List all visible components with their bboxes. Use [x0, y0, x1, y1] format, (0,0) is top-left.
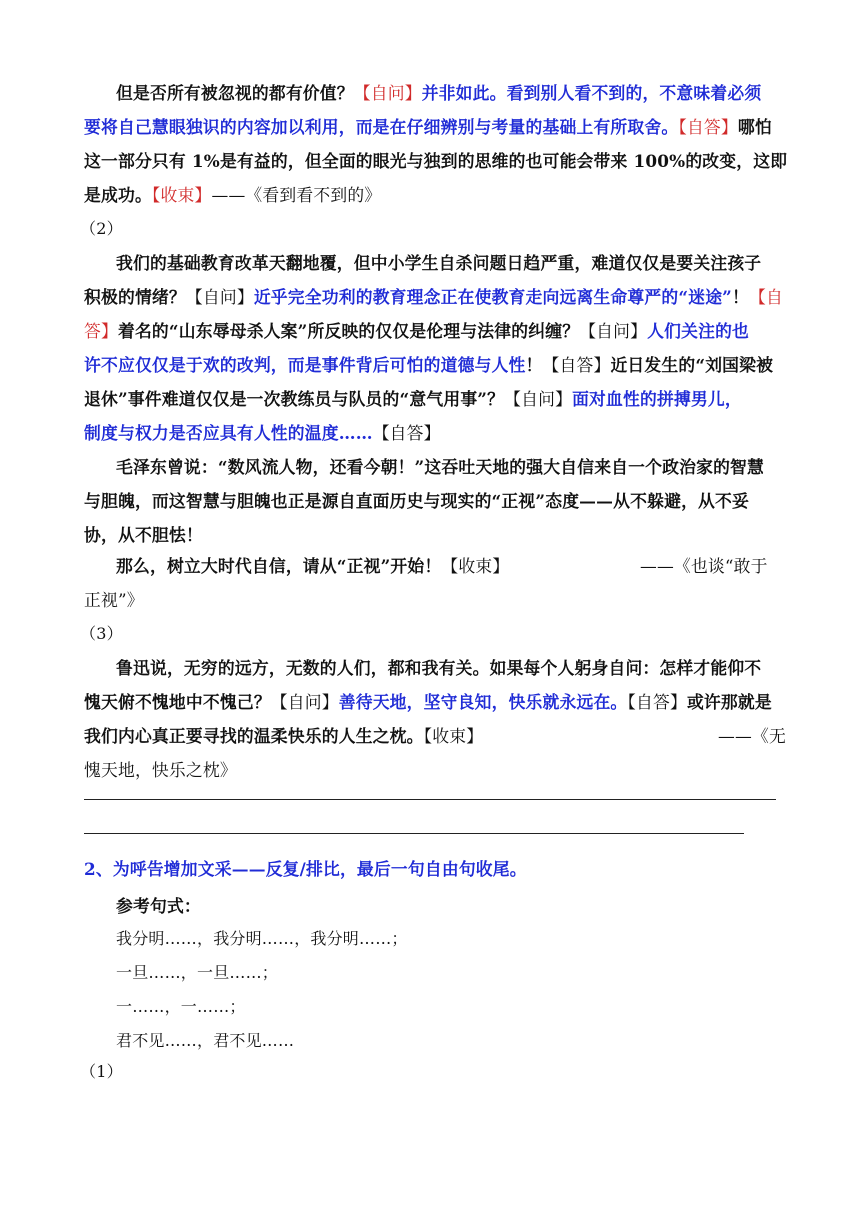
- closing-tag: 【收束】: [151, 185, 212, 205]
- section-heading-2: 2、为呼告增加文采——反复/排比，最后一句自由句收尾。: [84, 859, 527, 879]
- text: 积极的情绪？: [84, 287, 186, 307]
- pattern-3: 一……，一……；: [116, 997, 246, 1016]
- para2-line2: [84, 280, 783, 314]
- para3-line2: [84, 484, 749, 518]
- source-title: ——《看到看不到的》: [211, 185, 382, 205]
- highlight-text: 制度与权力是否应具有人性的温度……: [84, 423, 373, 443]
- answer-line-1: [84, 799, 776, 800]
- reference-label: 参考句式：: [116, 896, 201, 916]
- source-title: ——《无: [718, 726, 786, 746]
- source-title: 愧天地，快乐之枕》: [84, 760, 237, 780]
- text: 我们的基础教育改革天翻地覆，但中小学生自杀问题日趋严重，难道仅仅是要关注孩子: [116, 253, 762, 273]
- self-answer-tag: 【自答】: [678, 117, 738, 137]
- text: 或许那就是: [686, 692, 772, 712]
- self-question-tag: 【自问】: [270, 692, 339, 712]
- para1-line3: [84, 144, 787, 178]
- para4-line1: [116, 549, 509, 583]
- text: ！: [732, 287, 750, 307]
- highlight-text: 近乎完全功利的教育理念正在使教育走向远离生命尊严的“迷途”: [253, 287, 733, 307]
- pattern-4: 君不见……，君不见……: [116, 1031, 295, 1050]
- para1-line1: [116, 76, 761, 110]
- closing-tag: 【收束】: [423, 726, 484, 746]
- text: ！: [525, 355, 543, 375]
- self-answer-tag: 【自答】: [627, 692, 687, 712]
- self-question-tag: 【自问】: [504, 389, 573, 409]
- para5-line1: [116, 651, 761, 685]
- text: 毛泽东曾说：“数风流人物，还看今朝！”这吞吐天地的强大自信来自一个政治家的智慧: [116, 457, 765, 477]
- item-number-2: （2）: [80, 219, 123, 238]
- self-question-tag: 【自问】: [353, 83, 422, 103]
- text: 与胆魄，而这智慧与胆魄也正是源自直面历史与现实的“正视”态度——从不躲避，从不妥: [84, 491, 749, 511]
- pattern-1: 我分明……，我分明……，我分明……；: [116, 929, 408, 948]
- para2-line3: [84, 314, 749, 348]
- highlight-text: 面对血性的拼搏男儿，: [572, 389, 742, 409]
- text: 协，从不胆怯！: [84, 525, 203, 545]
- self-answer-tag: 【自: [749, 287, 783, 307]
- highlight-text: 人们关注的也: [647, 321, 750, 341]
- self-question-tag: 【自问】: [579, 321, 648, 341]
- para1-line4: [84, 178, 381, 212]
- self-question-tag: 【自问】: [185, 287, 254, 307]
- text: 近日发生的“刘国梁被: [610, 355, 774, 375]
- text: 着名的“山东辱母杀人案”所反映的仅仅是伦理与法律的纠缠？: [117, 321, 580, 341]
- text: 退休”事件难道仅仅是一次教练员与队员的“意气用事”？: [84, 389, 505, 409]
- para2-line5: [84, 382, 742, 416]
- para4-line2: [84, 583, 144, 617]
- text: 我们内心真正要寻找的温柔快乐的人生之枕。: [84, 726, 424, 746]
- para5-line4: [84, 753, 237, 787]
- para5-line3: [84, 719, 483, 753]
- self-answer-tag: 【自答】: [372, 423, 441, 443]
- pattern-2: 一旦……，一旦……；: [116, 963, 279, 982]
- highlight-text: 并非如此。看到别人看不到的，不意味着必须: [421, 83, 762, 103]
- text: 这一部分只有 1%是有益的，但全面的眼光与独到的思维的也可能会带来 100%的改变，这即: [84, 151, 788, 171]
- item-number-1: （1）: [80, 1062, 123, 1081]
- para3-line3: [84, 518, 203, 552]
- closing-tag: 【收束】: [441, 556, 510, 576]
- text: 那么，树立大时代自信，请从“正视”开始！: [116, 556, 442, 576]
- para2-line1: [116, 246, 761, 280]
- text: 是成功。: [84, 185, 152, 205]
- para5-line2: [84, 685, 772, 719]
- source-title: ——《也谈“敢于: [640, 556, 768, 576]
- para2-line4: [84, 348, 773, 382]
- text: 但是否所有被忽视的都有价值？: [116, 83, 354, 103]
- text: 鲁迅说，无穷的远方，无数的人们，都和我有关。如果每个人躬身自问：怎样才能仰不: [116, 658, 762, 678]
- para2-line6: [84, 416, 441, 450]
- answer-line-2: [84, 833, 744, 834]
- para1-line2: [84, 110, 772, 144]
- text: 愧天俯不愧地中不愧己？: [84, 692, 271, 712]
- para3-line1: [116, 450, 764, 484]
- self-answer-tag: 答】: [84, 321, 118, 341]
- item-number-3: （3）: [80, 624, 123, 643]
- highlight-text: 要将自己慧眼独识的内容加以利用，而是在仔细辨别与考量的基础上有所取舍。: [84, 117, 679, 137]
- highlight-text: 许不应仅仅是于欢的改判，而是事件背后可怕的道德与人性: [84, 355, 526, 375]
- text: 哪怕: [737, 117, 772, 137]
- highlight-text: 善待天地，坚守良知，快乐就永远在。: [338, 692, 628, 712]
- self-answer-tag: 【自答】: [542, 355, 611, 375]
- source-title: 正视”》: [84, 590, 144, 610]
